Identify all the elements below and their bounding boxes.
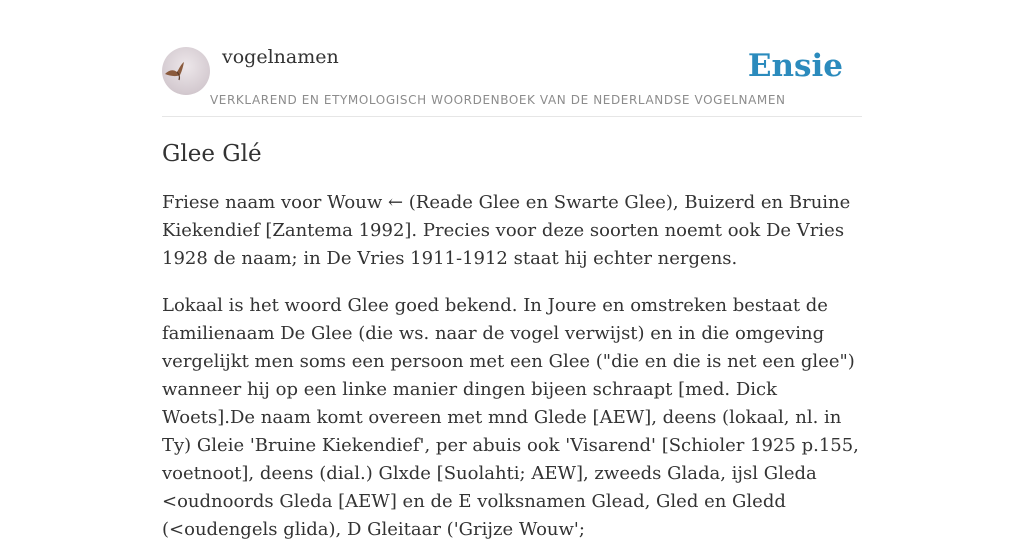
entry-paragraph: Friese naam voor Wouw ← (Reade Glee en Swarte Glee), Buizerd en Bruine Kiekendief [Zantema 1992]. Precies voor deze soorten noemt ook De Vries 1928 de naam; in De Vries 1911-1912 staat hij echter nergens. — [162, 192, 851, 269]
site-header — [162, 0, 862, 117]
blog-avatar[interactable] — [162, 47, 210, 95]
ensie-logo-link[interactable]: Ensie — [747, 48, 843, 84]
blog-name-link[interactable]: vogelnamen — [222, 46, 339, 68]
page-container — [162, 0, 862, 544]
entry-title: Glee Glé — [162, 141, 262, 167]
blog-tagline: VERKLAREND EN ETYMOLOGISCH WOORDENBOEK VAN DE NEDERLANDSE VOGELNAMEN — [210, 93, 786, 107]
entry-paragraph: Lokaal is het woord Glee goed bekend. In Joure en omstreken bestaat de familienaam De Glee (die ws. naar de vogel verwijst) en in die omgeving vergelijkt men soms een persoon met een Glee ("die en die is net een glee") wanneer hij op een linke manier dingen bijeen schraapt [med. Dick Woets].De naam komt overeen met mnd Glede [AEW], deens (lokaal, nl. in Ty) Gleie 'Bruine Kiekendief', per abuis ook 'Visarend' [Schioler 1925 p.155, voetnoot], deens (dial.) Glxde [Suolahti; AEW], zweeds Glada, ijsl Gleda <oudnoords Gleda [AEW] en de E volksnamen Glead, Gled en Gledd (<oudengels glida), D Gleitaar ('Grijze Wouw'; — [162, 295, 859, 540]
bird-icon — [162, 47, 210, 95]
